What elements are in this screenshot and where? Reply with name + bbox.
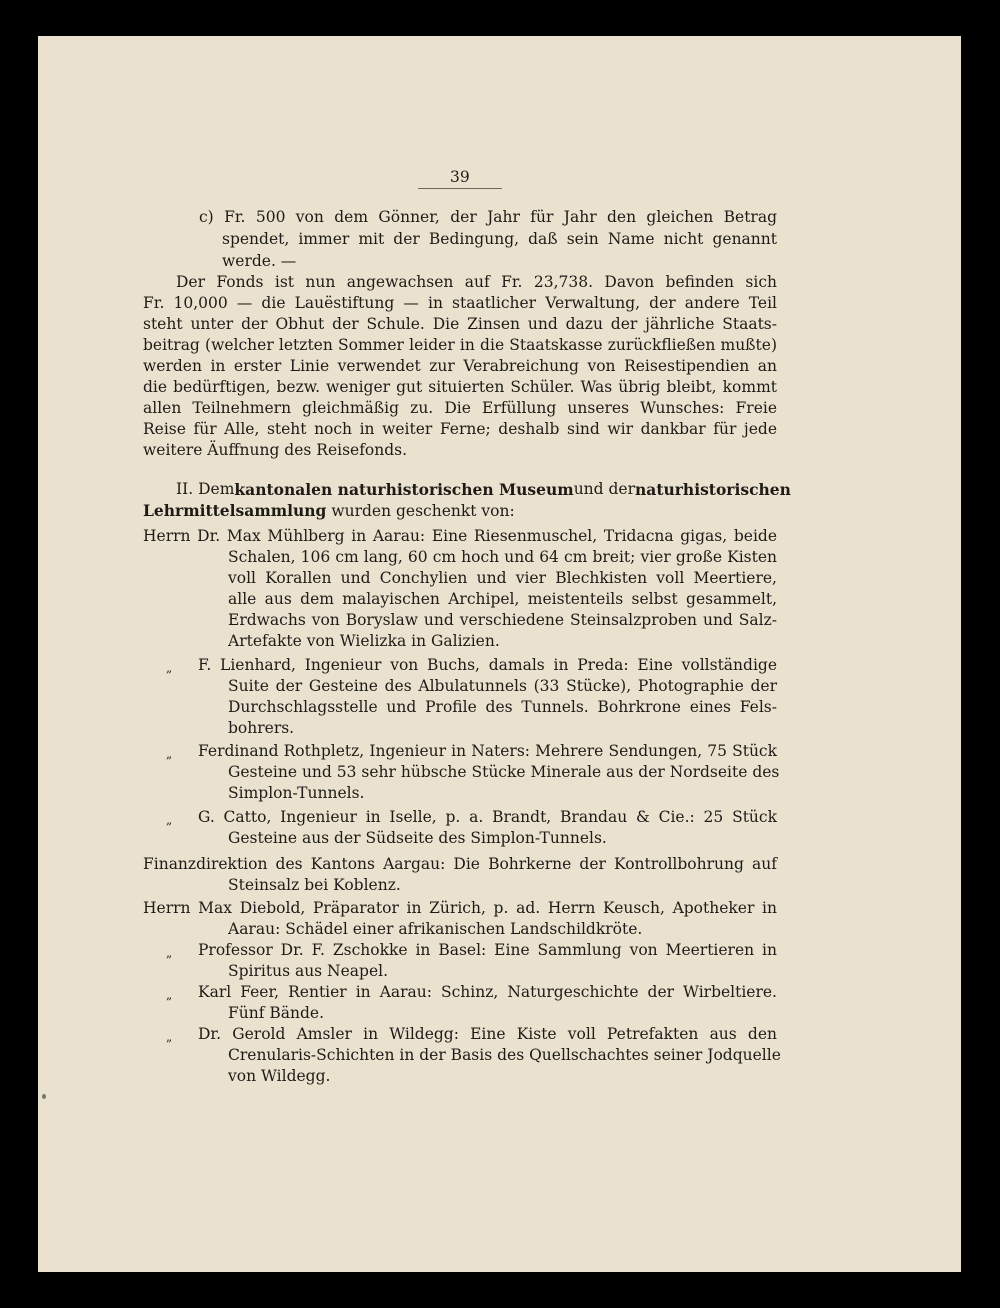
ditto-mark: „ — [166, 813, 173, 827]
section-c-line: spendet, immer mit der Bedingung, daß sein Name nicht genannt — [222, 230, 777, 248]
donor-entry-line: G. Catto, Ingenieur in Iselle, p. a. Brandt, Brandau & Cie.: 25 Stück — [198, 808, 777, 826]
ditto-mark: „ — [166, 747, 173, 761]
donor-entry-line: Schalen, 106 cm lang, 60 cm hoch und 64 cm breit; vier große Kisten — [228, 548, 777, 566]
donor-entry-line: Dr. Gerold Amsler in Wildegg: Eine Kiste voll Petrefakten aus den — [198, 1025, 777, 1043]
section-ii-heading-line1 — [176, 480, 791, 499]
donor-entry-line: Karl Feer, Rentier in Aarau: Schinz, Naturgeschichte der Wirbeltiere. — [198, 983, 777, 1001]
paragraph-line: steht unter der Obhut der Schule. Die Zinsen und dazu der jährliche Staats- — [143, 315, 777, 333]
donor-entry-line: Durchschlagsstelle und Profile des Tunnels. Bohrkrone eines Fels- — [228, 698, 777, 716]
ditto-mark: „ — [166, 946, 173, 960]
donor-entry-line: Erdwachs von Boryslaw und verschiedene Steinsalzproben und Salz- — [228, 611, 777, 629]
page-number-rule — [418, 188, 502, 189]
donor-entry-line: Finanzdirektion des Kantons Aargau: Die Bohrkerne der Kontrollbohrung auf — [143, 855, 777, 873]
paragraph-line: Reise für Alle, steht noch in weiter Ferne; deshalb sind wir dankbar für jede — [143, 420, 777, 438]
section-ii-heading-line2 — [143, 501, 515, 520]
paragraph-line: werden in erster Linie verwendet zur Verabreichung von Reisestipendien an — [143, 357, 777, 375]
donor-entry-line: Gesteine und 53 sehr hübsche Stücke Minerale aus der Nordseite des — [228, 763, 780, 781]
museum-name: kantonalen naturhistorischen Museum — [234, 480, 574, 499]
donor-entry-line: Artefakte von Wielizka in Galizien. — [228, 632, 500, 650]
donor-entry-line: Herrn Dr. Max Mühlberg in Aarau: Eine Riesenmuschel, Tridacna gigas, beide — [143, 527, 777, 545]
collection-name-part1: naturhistorischen — [635, 480, 791, 499]
donor-entry-line: Ferdinand Rothpletz, Ingenieur in Naters: Mehrere Sendungen, 75 Stück — [198, 742, 777, 760]
paragraph-line: beitrag (welcher letzten Sommer leider in die Staatskasse zurückfließen mußte) — [143, 336, 777, 354]
donor-entry-line: Professor Dr. F. Zschokke in Basel: Eine Sammlung von Meertieren in — [198, 941, 777, 959]
paper-speck — [42, 1094, 46, 1099]
ditto-mark: „ — [166, 1030, 173, 1044]
section-ii-mid: und der — [573, 480, 636, 498]
donor-entry-line: Steinsalz bei Koblenz. — [228, 876, 401, 894]
donor-entry-line: Crenularis-Schichten in der Basis des Quellschachtes seiner Jodquelle — [228, 1046, 781, 1064]
section-ii-prefix: II. Dem — [176, 480, 235, 498]
page-number: 39 — [450, 168, 470, 186]
paragraph-line: die bedürftigen, bezw. weniger gut situierten Schüler. Was übrig bleibt, kommt — [143, 378, 777, 396]
donor-entry-line: Fünf Bände. — [228, 1004, 325, 1022]
ditto-mark: „ — [166, 988, 173, 1002]
section-c-line: c) Fr. 500 von dem Gönner, der Jahr für Jahr den gleichen Betrag — [199, 208, 777, 226]
donor-entry-line: Simplon-Tunnels. — [228, 784, 365, 802]
donor-entry-line: Gesteine aus der Südseite des Simplon-Tunnels. — [228, 829, 607, 847]
donor-entry-line: von Wildegg. — [228, 1067, 331, 1085]
donor-entry-line: voll Korallen und Conchylien und vier Blechkisten voll Meertiere, — [228, 569, 777, 587]
paragraph-line: Fr. 10,000 — die Lauëstiftung — in staatlicher Verwaltung, der andere Teil — [143, 294, 777, 312]
paragraph-line: allen Teilnehmern gleichmäßig zu. Die Erfüllung unseres Wunsches: Freie — [143, 399, 777, 417]
donor-entry-line: Herrn Max Diebold, Präparator in Zürich, p. ad. Herrn Keusch, Apotheker in — [143, 899, 777, 917]
donor-entry-line: bohrers. — [228, 719, 295, 737]
document-page — [38, 36, 961, 1272]
paragraph-line: weitere Äuffnung des Reisefonds. — [143, 441, 408, 459]
donor-entry-line: F. Lienhard, Ingenieur von Buchs, damals in Preda: Eine vollständige — [198, 656, 777, 674]
donor-entry-line: Spiritus aus Neapel. — [228, 962, 389, 980]
collection-name-part2: Lehrmittelsammlung — [143, 501, 327, 520]
paragraph-line: Der Fonds ist nun angewachsen auf Fr. 23,738. Davon befinden sich — [176, 273, 777, 291]
ditto-mark: „ — [166, 661, 173, 675]
donor-entry-line: Suite der Gesteine des Albulatunnels (33 Stücke), Photographie der — [228, 677, 777, 695]
section-ii-suffix: wurden geschenkt von: — [331, 502, 515, 520]
section-c-line: werde. — — [222, 252, 297, 270]
donor-entry-line: Aarau: Schädel einer afrikanischen Landschildkröte. — [228, 920, 643, 938]
donor-entry-line: alle aus dem malayischen Archipel, meistenteils selbst gesammelt, — [228, 590, 777, 608]
